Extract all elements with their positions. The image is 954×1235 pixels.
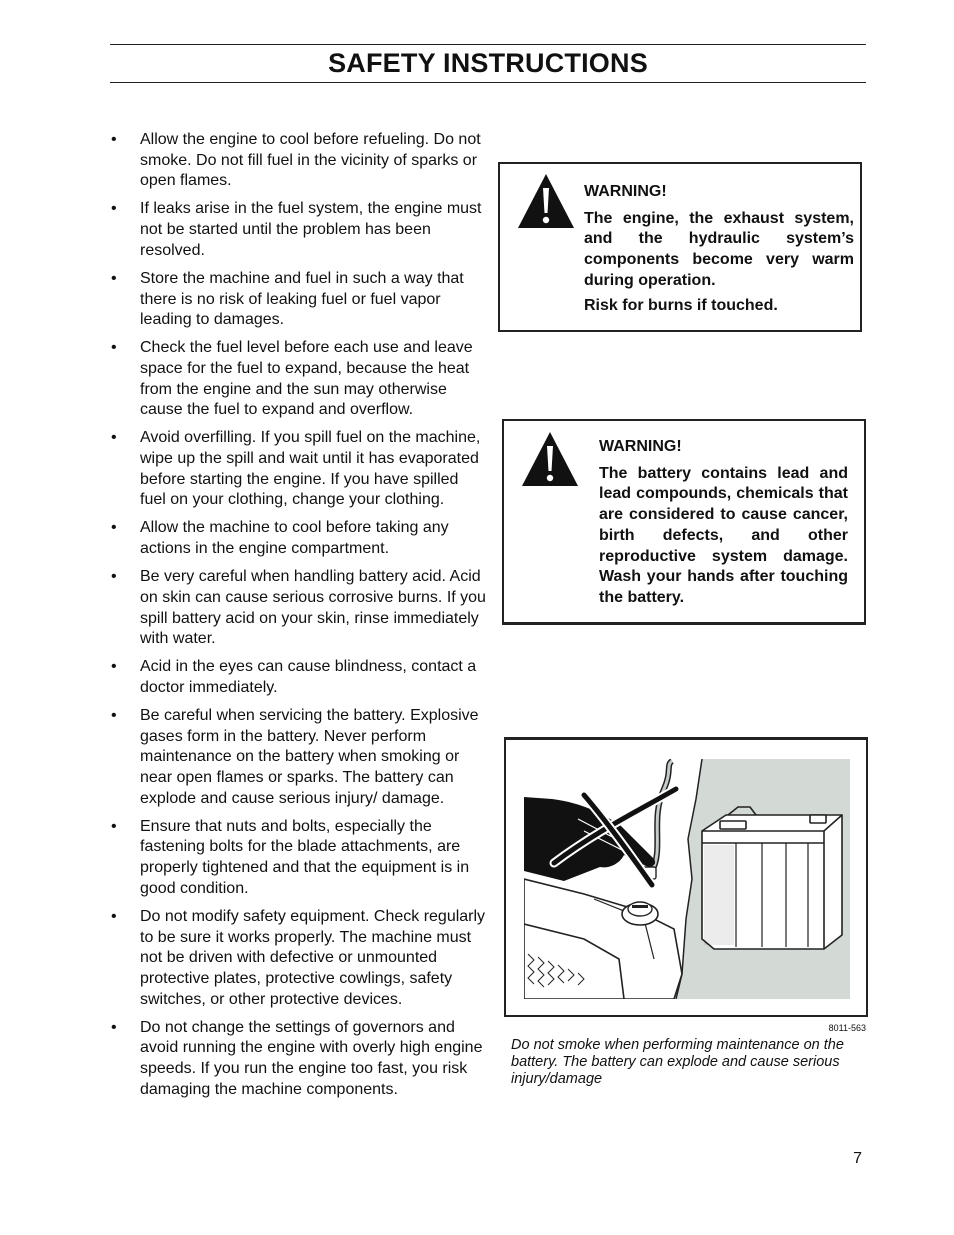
bullet-text: Do not change the settings of governors and avoid running the engine with overly high engine speeds. If you run the engine too fast, you risk damaging the machine components. (140, 1018, 483, 1098)
list-item (110, 338, 486, 421)
warning-body: The battery contains lead and lead compounds, chemicals that are considered to cause cancer, birth defects, and other reproductive system damage. Wash your hands after touching the battery. (599, 464, 848, 606)
list-item (110, 1018, 486, 1101)
bullet-text: Store the machine and fuel in such a way that there is no risk of leaking fuel or fuel vapor leading to damages. (140, 269, 464, 329)
bullet-text: Do not modify safety equipment. Check regularly to be sure it works properly. The machine must not be driven with defective or unmounted protective plates, protective cowlings, safety switches, or other protective devices. (140, 907, 486, 1008)
bullet-marker: • (111, 339, 117, 357)
list-item (110, 428, 486, 511)
warning-extra: Risk for burns if touched. (584, 296, 778, 314)
figure-code: 8011-563 (828, 1023, 866, 1033)
list-item (110, 907, 486, 1011)
page-number: 7 (853, 1150, 862, 1167)
warning-body: The engine, the exhaust system, and the hydraulic system’s components become very warm during operation. (584, 209, 854, 289)
warning-box-hot-components (498, 162, 862, 332)
bullet-marker: • (111, 519, 117, 537)
safety-bullet-list (110, 130, 486, 1108)
warning-text (599, 437, 848, 609)
warning-triangle-icon (520, 430, 580, 488)
header-rule-bottom (110, 82, 866, 83)
header-rule-top (110, 44, 866, 45)
bullet-marker: • (111, 1018, 117, 1036)
bullet-text: If leaks arise in the fuel system, the engine must not be started until the problem has been resolved. (140, 200, 482, 259)
list-item (110, 817, 486, 900)
list-item (110, 130, 486, 192)
warning-title: WARNING! (584, 183, 667, 200)
figure-caption: Do not smoke when performing maintenance on the battery. The battery can explode and cause serious injury/damage (511, 1037, 844, 1087)
bullet-marker: • (111, 706, 117, 724)
bullet-marker: • (111, 658, 117, 676)
bullet-text: Be very careful when handling battery acid. Acid on skin can cause serious corrosive burns. If you spill battery acid on your skin, rinse immediately with water. (140, 568, 486, 648)
bullet-text: Allow the engine to cool before refueling. Do not smoke. Do not fill fuel in the vicinity of sparks or open flames. (140, 131, 481, 190)
bullet-text: Ensure that nuts and bolts, especially the fastening bolts for the blade attachments, are properly tightened and that the equipment is in good condition. (140, 817, 470, 897)
bullet-marker: • (111, 907, 117, 925)
list-item (110, 706, 486, 810)
bullet-text: Acid in the eyes can cause blindness, contact a doctor immediately. (140, 658, 477, 696)
warning-text (584, 182, 854, 316)
bullet-text: Allow the machine to cool before taking any actions in the engine compartment. (140, 519, 449, 558)
warning-box-battery-lead (502, 419, 866, 625)
list-item (110, 199, 486, 261)
bullet-marker: • (111, 568, 117, 586)
bullet-marker: • (111, 817, 117, 835)
bullet-marker: • (111, 200, 117, 218)
bullet-text: Avoid overfilling. If you spill fuel on the machine, wipe up the spill and wait until it has evaporated before starting the engine. If you have spilled fuel on your clothing, change your clothing. (140, 429, 481, 509)
list-item (110, 518, 486, 559)
bullet-marker: • (111, 429, 117, 447)
list-item (110, 269, 486, 331)
page-title: SAFETY INSTRUCTIONS (328, 48, 648, 78)
battery-no-smoking-illustration (524, 759, 850, 999)
warning-title: WARNING! (599, 438, 682, 455)
bullet-text: Check the fuel level before each use and leave space for the fuel to expand, because the heat from the engine and the sun may otherwise cause the fuel to expand and overflow. (140, 339, 473, 419)
bullet-text: Be careful when servicing the battery. Explosive gases form in the battery. Never perform maintenance on the battery when smoking or near open flames or sparks. The battery can explode and cause serious injury/ damage. (140, 706, 479, 807)
warning-triangle-icon (516, 172, 576, 230)
bullet-marker: • (111, 269, 117, 287)
bullet-marker: • (111, 131, 117, 148)
battery-illustration-frame (504, 737, 868, 1017)
list-item (110, 657, 486, 698)
list-item (110, 567, 486, 650)
